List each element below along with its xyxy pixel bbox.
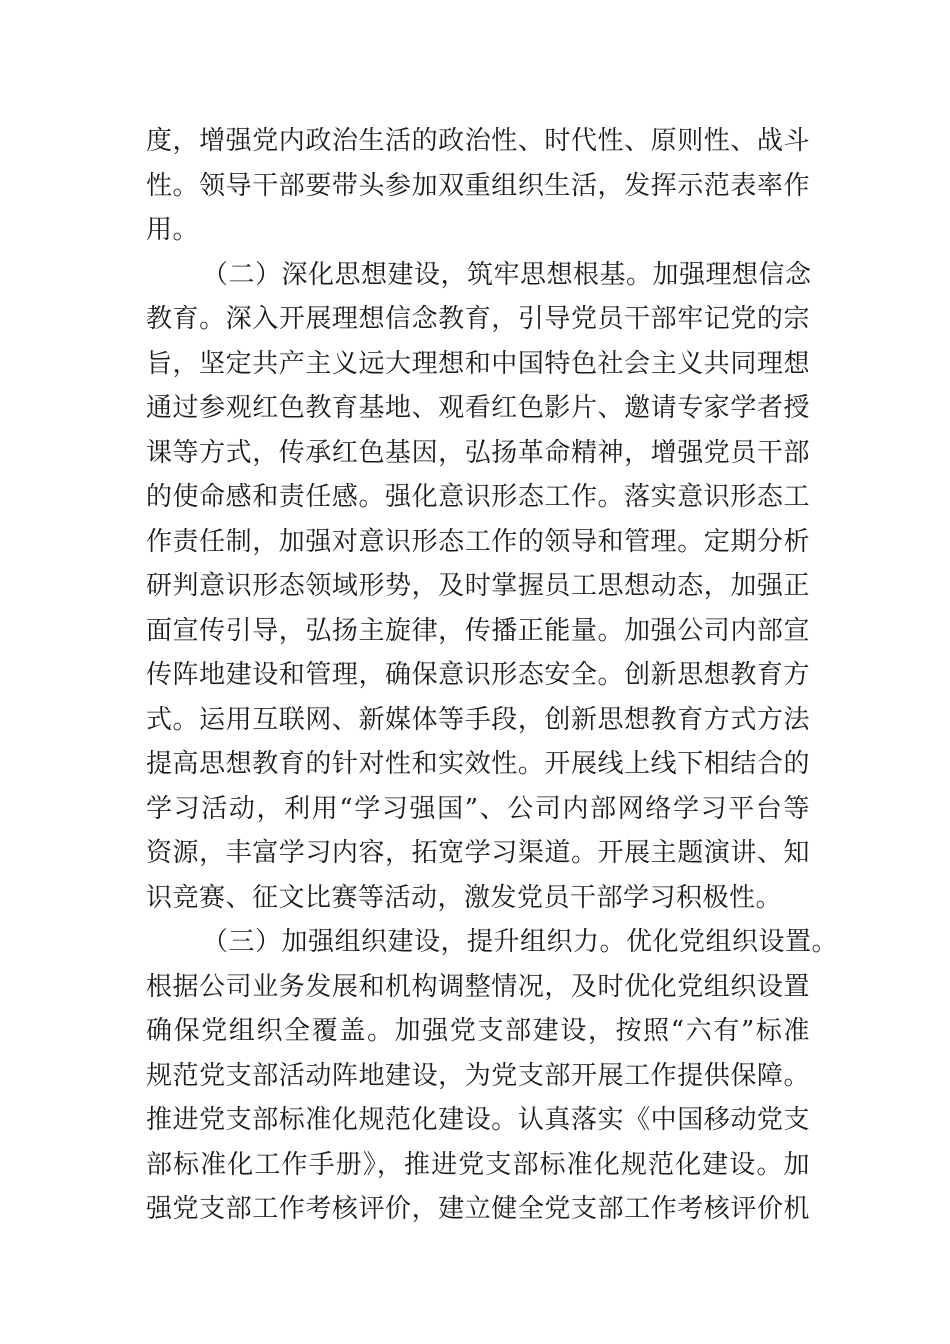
text-line: 面宣传引导，弘扬主旋律，传播正能量。加强公司内部宣	[146, 615, 810, 646]
text-line: 部标准化工作手册》，推进党支部标准化规范化建设。加	[146, 1149, 810, 1180]
text-line: （三）加强组织建设，提升组织力。优化党组织设置。	[202, 927, 839, 957]
text-line: 推进党支部标准化规范化建设。认真落实《中国移动党支	[146, 1105, 810, 1135]
text-line: 教育。深入开展理想信念教育，引导党员干部牢记党的宗	[146, 304, 810, 334]
text-line: 根据公司业务发展和机构调整情况，及时优化党组织设置	[146, 971, 810, 1002]
text-line: 资源，丰富学习内容，拓宽学习渠道。开展主题演讲、知	[146, 838, 810, 868]
text-line: 学习活动，利用“学习强国”、公司内部网络学习平台等	[146, 793, 810, 824]
text-line: 度，增强党内政治生活的政治性、时代性、原则性、战斗	[146, 126, 810, 156]
text-line: 作责任制，加强对意识形态工作的领导和管理。定期分析	[146, 526, 810, 557]
text-line: （二）深化思想建设，筑牢思想根基。加强理想信念	[202, 259, 812, 290]
document-body-text	[146, 119, 839, 1232]
text-line: 规范党支部活动阵地建设，为党支部开展工作提供保障。	[146, 1060, 810, 1091]
text-line: 研判意识形态领域形势，及时掌握员工思想动态，加强正	[146, 571, 810, 601]
text-line: 课等方式，传承红色基因，弘扬革命精神，增强党员干部	[146, 437, 810, 468]
text-line: 旨，坚定共产主义远大理想和中国特色社会主义共同理想	[146, 348, 810, 379]
text-line: 提高思想教育的针对性和实效性。开展线上线下相结合的	[146, 749, 810, 779]
text-line: 通过参观红色教育基地、观看红色影片、邀请专家学者授	[146, 393, 810, 423]
text-line: 式。运用互联网、新媒体等手段，创新思想教育方式方法	[146, 704, 810, 735]
text-line: 传阵地建设和管理，确保意识形态安全。创新思想教育方	[146, 660, 810, 690]
text-line: 用。	[146, 215, 200, 245]
text-line: 性。领导干部要带头参加双重组织生活，发挥示范表率作	[146, 170, 810, 201]
text-line: 强党支部工作考核评价，建立健全党支部工作考核评价机	[146, 1194, 810, 1224]
text-line: 识竞赛、征文比赛等活动，激发党员干部学习积极性。	[146, 882, 783, 913]
text-line: 确保党组织全覆盖。加强党支部建设，按照“六有”标准	[146, 1016, 810, 1046]
text-line: 的使命感和责任感。强化意识形态工作。落实意识形态工	[146, 482, 810, 512]
